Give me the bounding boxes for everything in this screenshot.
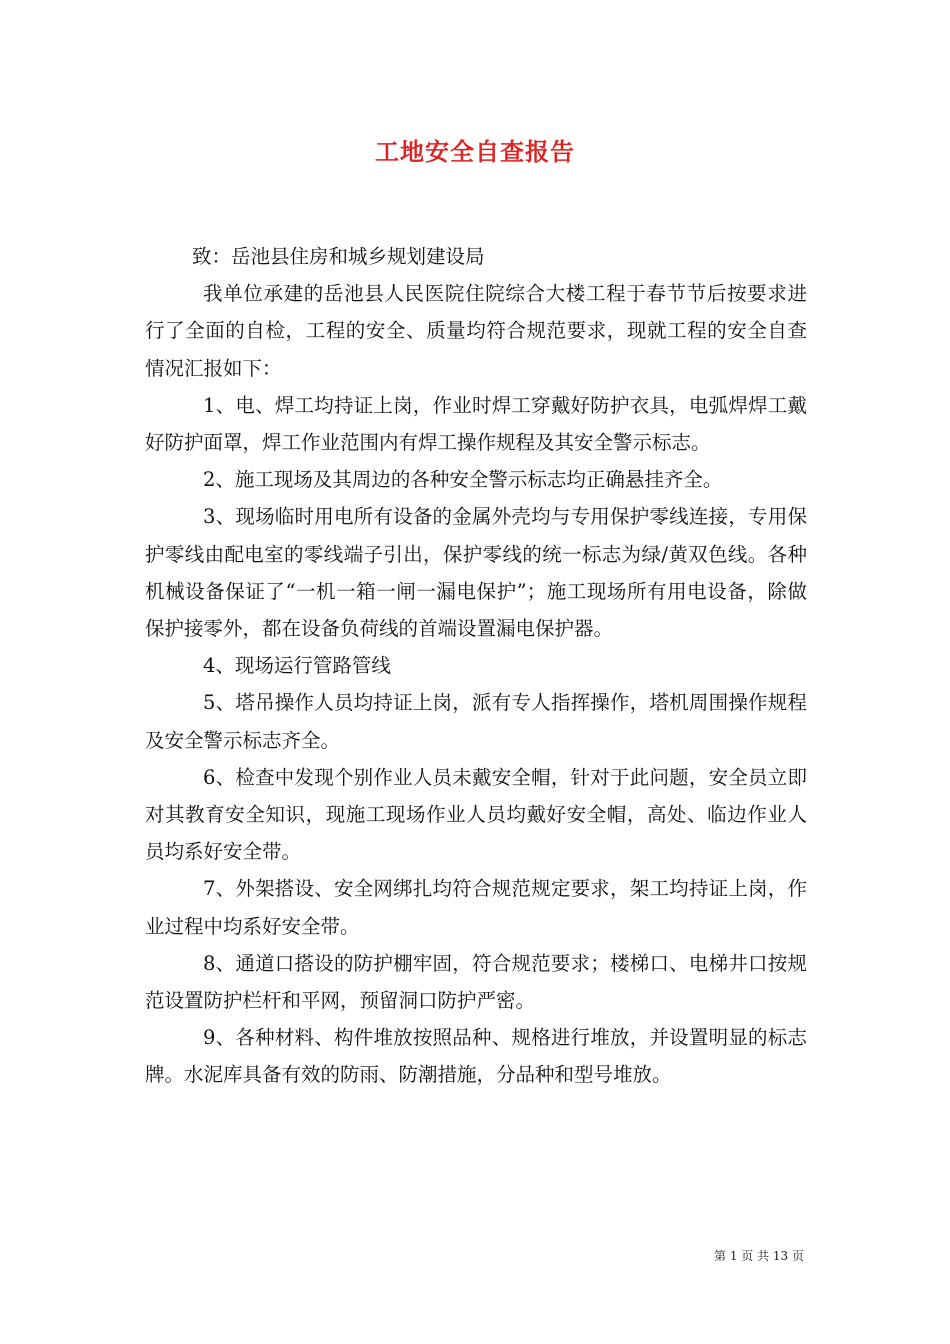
document-title: 工地安全自查报告 <box>375 137 575 166</box>
paragraph-item-2: 2、施工现场及其周边的各种安全警示标志均正确悬挂齐全。 <box>203 468 723 492</box>
paragraph-intro: 我单位承建的岳池县人民医院住院综合大楼工程于春节节后按要求进行了全面的自检，工程的安全、质量均符合规范要求，现就工程的安全自查情况汇报如下： <box>145 282 807 380</box>
paragraph-item-4: 4、现场运行管路管线 <box>203 654 391 678</box>
paragraph-item-8: 8、通道口搭设的防护棚牢固，符合规范要求；楼梯口、电梯井口按规范设置防护栏杆和平网，预留洞口防护严密。 <box>145 951 807 1013</box>
paragraph-item-6: 6、检查中发现个别作业人员未戴安全帽，针对于此问题，安全员立即对其教育安全知识，现施工现场作业人员均戴好安全帽，高处、临边作业人员均系好安全带。 <box>145 765 807 864</box>
salutation: 致：岳池县住房和城乡规划建设局 <box>192 245 485 268</box>
paragraph-item-7: 7、外架搭设、安全网绑扎均符合规范规定要求，架工均持证上岗，作业过程中均系好安全带。 <box>145 877 807 938</box>
paragraph-item-9: 9、各种材料、构件堆放按照品种、规格进行堆放，并设置明显的标志牌。水泥库具备有效的防雨、防潮措施，分品种和型号堆放。 <box>145 1026 807 1087</box>
paragraph-item-5: 5、塔吊操作人员均持证上岗，派有专人指挥操作，塔机周围操作规程及安全警示标志齐全。 <box>145 691 807 752</box>
paragraph-item-3: 3、现场临时用电所有设备的金属外壳均与专用保护零线连接，专用保护零线由配电室的零线端子引出，保护零线的统一标志为绿/黄双色线。各种机械设备保证了“一机一箱一闸一漏电保护”；施工现场所有用电设备，除做保护接零外，都在设备负荷线的首端设置漏电保护器。 <box>145 505 807 641</box>
page-number-footer: 第 1 页 共 13 页 <box>714 1249 804 1263</box>
document-body <box>145 238 807 1094</box>
paragraph-item-1: 1、电、焊工均持证上岗，作业时焊工穿戴好防护衣具，电弧焊焊工戴好防护面罩，焊工作业范围内有焊工操作规程及其安全警示标志。 <box>145 393 807 455</box>
